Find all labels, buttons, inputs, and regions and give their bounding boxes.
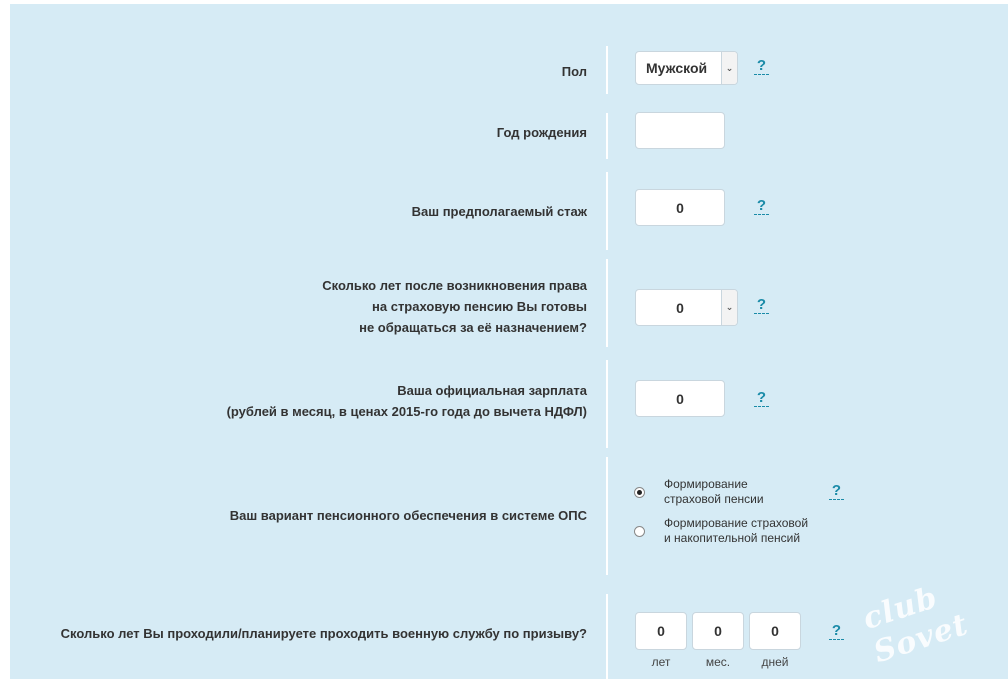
- row-birth-year: [10, 107, 1008, 167]
- row-military: [10, 594, 1008, 679]
- military-years-input[interactable]: [635, 612, 687, 650]
- military-months-value: 0: [714, 623, 722, 639]
- experience-input[interactable]: [635, 189, 725, 226]
- military-years-unit: лет: [651, 655, 671, 669]
- military-months-input[interactable]: [692, 612, 744, 650]
- radio-unchecked-icon[interactable]: [634, 526, 645, 537]
- pension-option-insurance[interactable]: [634, 477, 764, 507]
- divider: [606, 172, 608, 250]
- divider: [606, 259, 608, 347]
- gender-label: Пол: [561, 64, 587, 79]
- help-icon[interactable]: ?: [829, 623, 844, 640]
- salary-value: 0: [676, 390, 684, 407]
- help-icon[interactable]: ?: [754, 297, 769, 314]
- divider: [606, 360, 608, 448]
- gender-select-value: Мужской: [646, 60, 708, 76]
- military-days-value: 0: [771, 623, 779, 639]
- pension-option-insurance-label: Формирование страховой пенсии: [664, 477, 764, 506]
- calculator-panel: [10, 4, 1008, 679]
- gender-select[interactable]: [635, 51, 738, 85]
- help-icon[interactable]: ?: [754, 198, 769, 215]
- radio-checked-icon[interactable]: [634, 487, 645, 498]
- military-months-unit: мес.: [705, 655, 731, 669]
- divider: [606, 594, 608, 679]
- row-pension-option: [10, 457, 1008, 577]
- divider: [606, 113, 608, 159]
- pension-option-funded[interactable]: [634, 516, 808, 546]
- watermark-logo: club Sovet: [858, 580, 973, 671]
- help-icon[interactable]: ?: [754, 58, 769, 75]
- deferral-select-value: 0: [676, 299, 684, 316]
- military-label: Сколько лет Вы проходили/планируете проходить военную службу по призыву?: [60, 626, 587, 641]
- row-experience: [10, 172, 1008, 252]
- help-icon[interactable]: ?: [754, 390, 769, 407]
- birth-year-label: Год рождения: [496, 125, 587, 140]
- experience-value: 0: [676, 199, 684, 216]
- deferral-label: Сколько лет после возникновения права на страховую пенсию Вы готовы не обращаться за её назначением?: [322, 278, 587, 335]
- pension-option-funded-label: Формирование страховой и накопительной пенсий: [664, 516, 809, 545]
- row-gender: [10, 46, 1008, 108]
- pension-option-label: Ваш вариант пенсионного обеспечения в системе ОПС: [229, 508, 587, 523]
- salary-input[interactable]: [635, 380, 725, 417]
- salary-label: Ваша официальная зарплата (рублей в месяц, в ценах 2015-го года до вычета НДФЛ): [226, 383, 587, 419]
- experience-label: Ваш предполагаемый стаж: [411, 204, 587, 219]
- help-icon[interactable]: ?: [829, 483, 844, 500]
- military-days-input[interactable]: [749, 612, 801, 650]
- divider: [606, 457, 608, 575]
- divider: [606, 46, 608, 94]
- military-days-unit: дней: [761, 655, 789, 669]
- military-years-value: 0: [657, 623, 665, 639]
- deferral-select[interactable]: [635, 289, 738, 326]
- chevron-down-icon[interactable]: ⌄: [721, 52, 737, 84]
- chevron-down-icon[interactable]: ⌄: [721, 290, 737, 325]
- birth-year-input[interactable]: [635, 112, 725, 149]
- row-deferral: [10, 259, 1008, 349]
- row-salary: [10, 360, 1008, 450]
